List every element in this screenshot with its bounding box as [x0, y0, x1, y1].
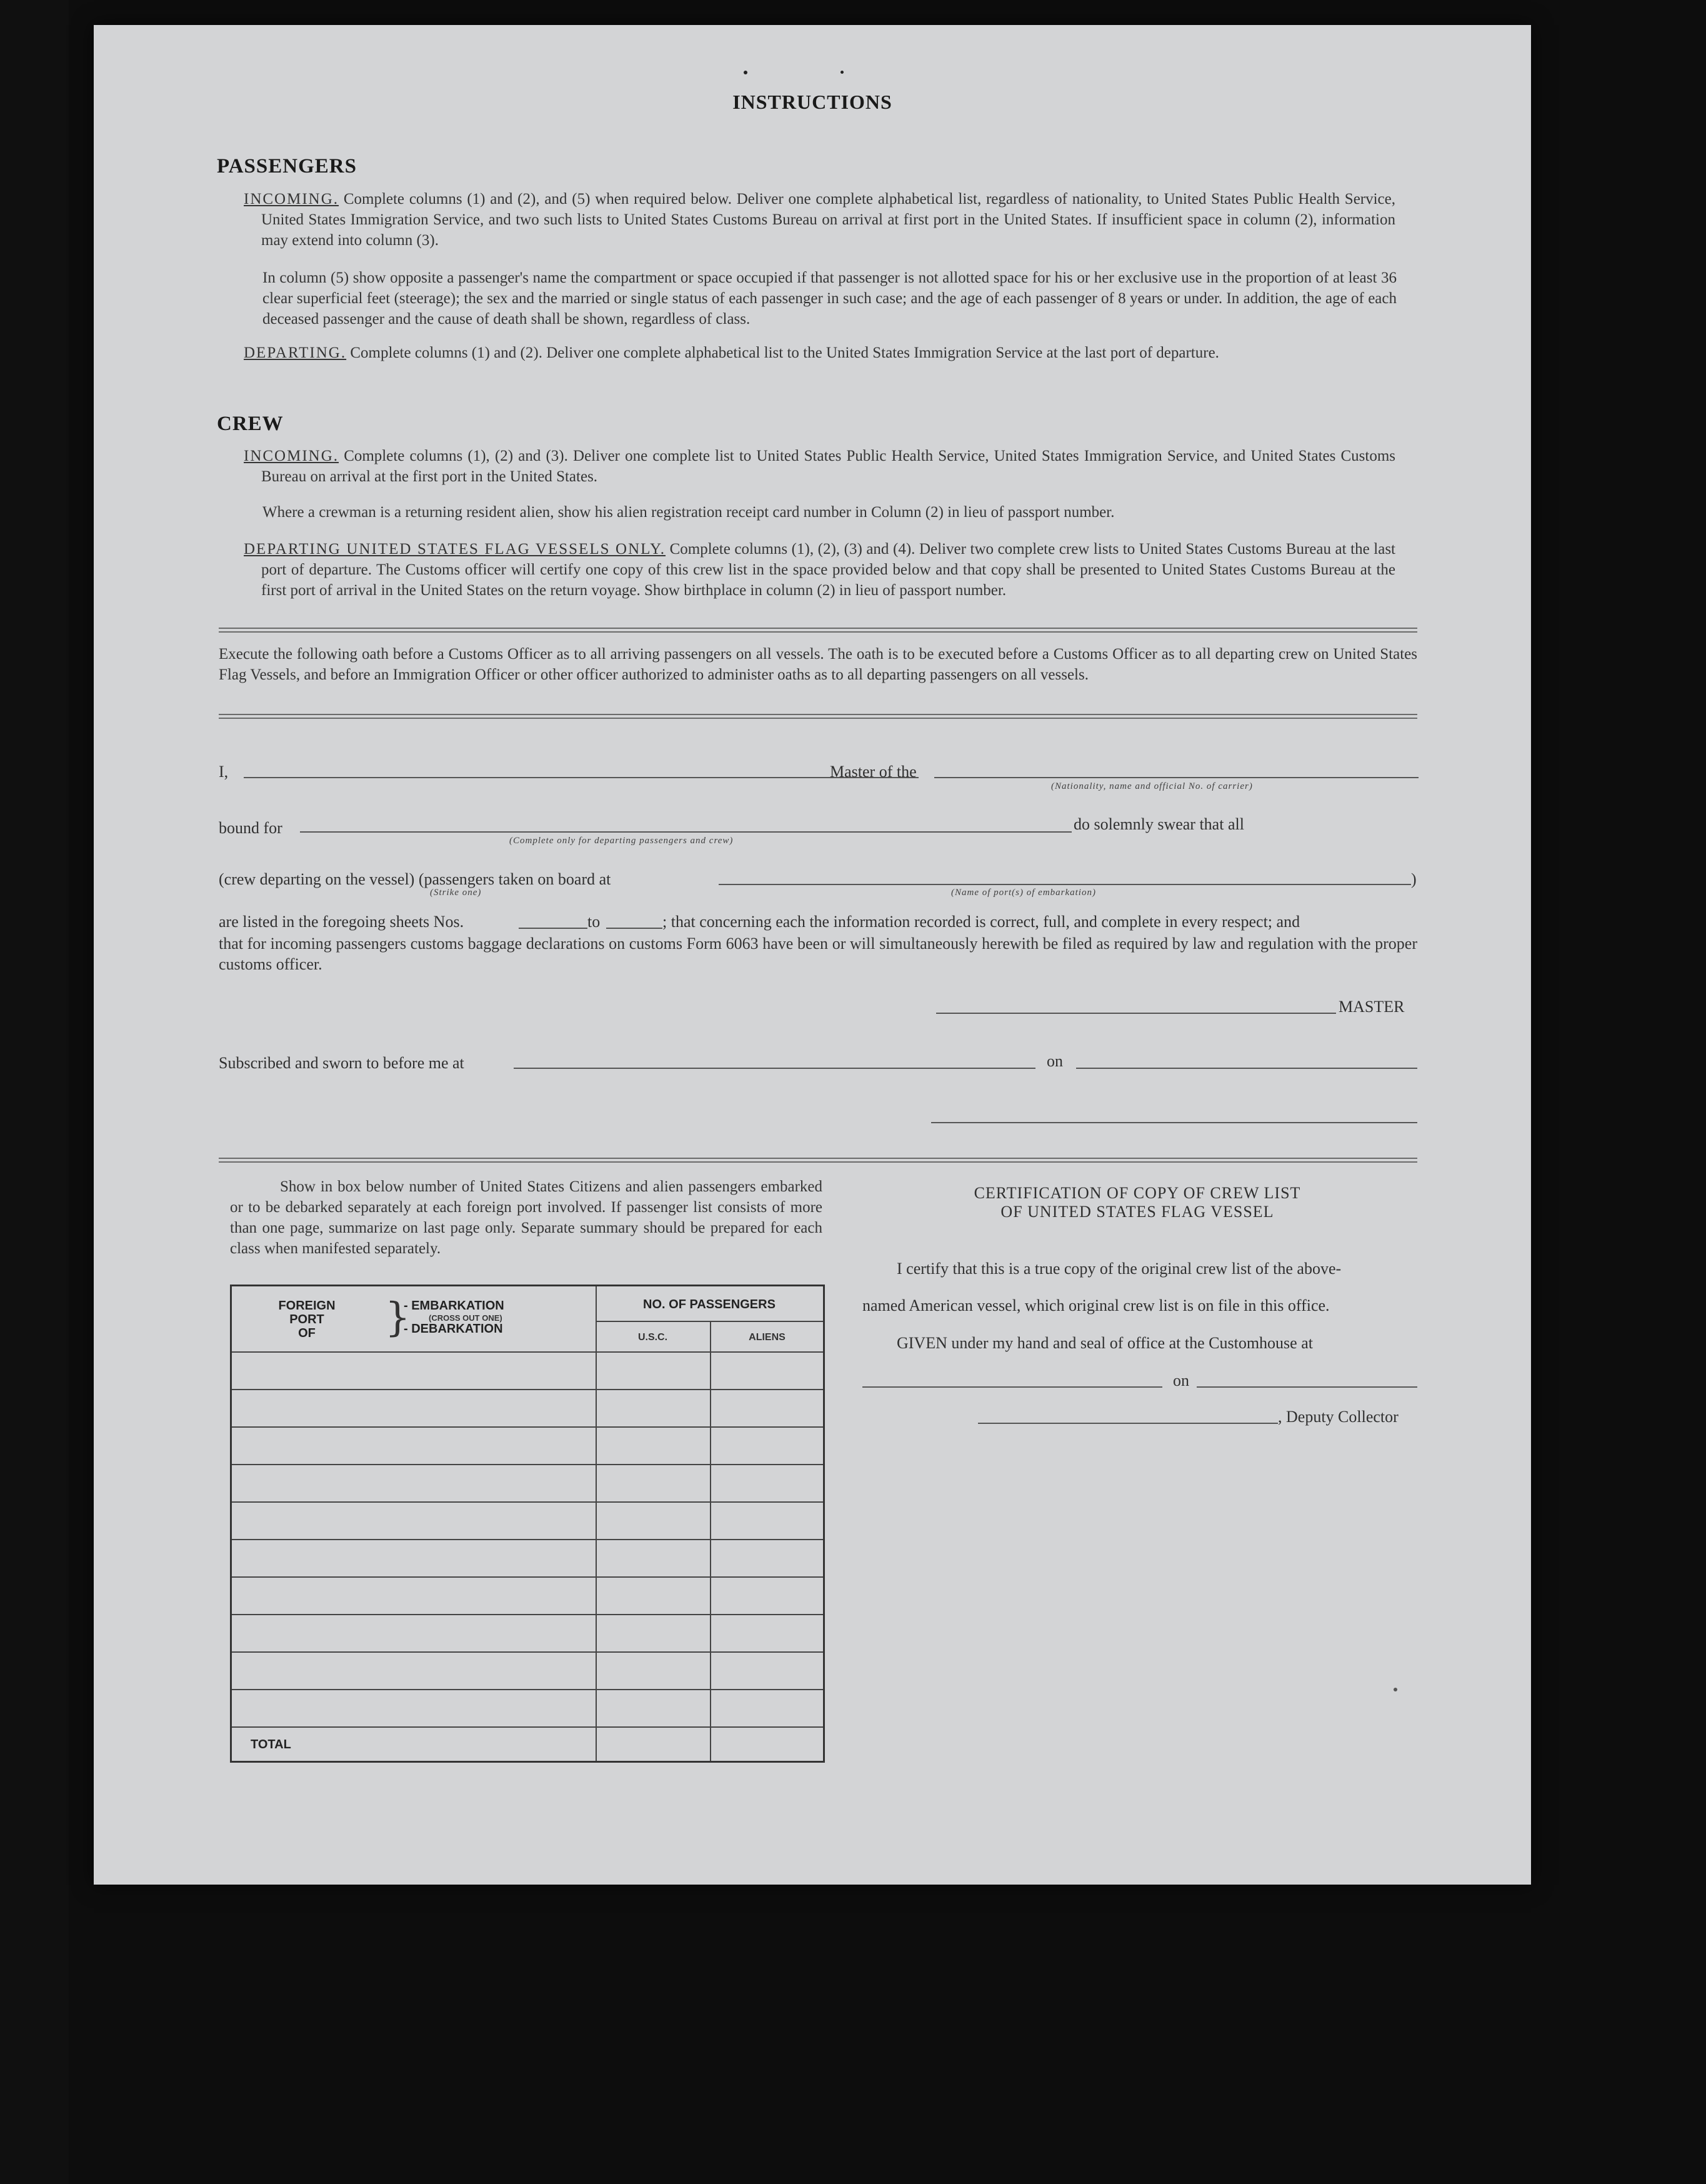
given-text: GIVEN under my hand and seal of office at the Customhouse at	[897, 1334, 1313, 1352]
master-label: MASTER	[1339, 998, 1405, 1016]
passengers-departing-text: Complete columns (1) and (2). Deliver one complete alphabetical list to the United States Immigration Service at the last port of departure.	[350, 344, 1219, 361]
sheet-from-field[interactable]	[519, 928, 587, 929]
master-of-label: Master of the	[830, 763, 917, 781]
certification-title-1: CERTIFICATION OF COPY OF CREW LIST	[974, 1184, 1301, 1202]
cert-date-field[interactable]	[1197, 1386, 1417, 1388]
officer-signature-field[interactable]	[931, 1122, 1417, 1123]
subscribed-place-field[interactable]	[514, 1068, 1035, 1069]
scan-speck	[1394, 1688, 1397, 1691]
swear-text: do solemnly swear that all	[1074, 815, 1244, 833]
usc-header: U.S.C.	[637, 1332, 668, 1343]
cross-out-note: (CROSS OUT ONE)	[429, 1313, 502, 1323]
master-signature-field[interactable]	[936, 1013, 1336, 1014]
embarkation-header: - EMBARKATION	[404, 1299, 504, 1313]
crew-departing-text: Complete columns (1), (2), (3) and (4). Deliver two complete crew lists to United States Customs Bureau at the last port of departure. The Customs officer will certify one copy of this crew list in the space provided below and that copy shall be presented to United States Customs Bureau at the first port of arrival in the United States on the return voyage. Show birthplace in column (2) in lieu of passport number.	[261, 541, 1395, 599]
column-divider	[710, 1321, 711, 1761]
listed-to: to	[587, 913, 601, 931]
row-line	[232, 1614, 823, 1615]
passengers-incoming-text: Complete columns (1) and (2), and (5) when required below. Deliver one complete alphabetical list, regardless of nationality, to United States Public Health Service, United States Immigration Service, and two such lists to United States Customs Bureau on arrival at first port in the United States. If insufficient space in column (2), information may extend into column (3).	[261, 191, 1396, 249]
passengers-heading: PASSENGERS	[217, 155, 357, 178]
scan-border	[0, 0, 69, 2184]
row-line	[232, 1726, 823, 1728]
row-line	[232, 1426, 823, 1428]
row-line	[232, 1539, 823, 1540]
master-name-field[interactable]	[244, 777, 919, 778]
deputy-signature-field[interactable]	[978, 1423, 1278, 1424]
row-line	[232, 1689, 823, 1690]
scan-speck	[841, 71, 844, 74]
crew-departing	[244, 539, 1395, 601]
row-line	[232, 1389, 823, 1390]
ports-note: (Name of port(s) of embarkation)	[951, 888, 1096, 898]
total-label: TOTAL	[251, 1738, 291, 1751]
baggage-text: that for incoming passengers customs baggage declarations on customs Form 6063 have been or will simultaneously herewith be filed as required by law and regulation with the proper customs officer.	[219, 934, 1417, 973]
section-divider	[219, 714, 1417, 719]
brace-icon: }	[385, 1295, 411, 1341]
crew-incoming-lead: INCOMING.	[244, 448, 339, 464]
ports-embarkation-field[interactable]	[719, 884, 1411, 885]
foreign-port-header: FOREIGN PORT OF	[278, 1299, 336, 1340]
certify-text-2: named American vessel, which original crew list is on file in this office.	[862, 1296, 1330, 1315]
bound-for-field[interactable]	[300, 831, 1072, 833]
subscribed-date-field[interactable]	[1076, 1068, 1417, 1069]
passengers-incoming-lead: INCOMING.	[244, 191, 339, 208]
row-line	[232, 1464, 823, 1465]
crew-heading: CREW	[217, 413, 284, 435]
complete-only-note: (Complete only for departing passengers and crew)	[509, 836, 734, 846]
subscribed-label: Subscribed and sworn to before me at	[219, 1054, 464, 1072]
crew-departing-lead: DEPARTING UNITED STATES FLAG VESSELS ONLY.	[244, 541, 666, 558]
cert-on-label: on	[1173, 1371, 1189, 1390]
row-line	[232, 1651, 823, 1653]
section-divider	[219, 1158, 1417, 1163]
bound-for-label: bound for	[219, 819, 282, 837]
no-passengers-header: NO. OF PASSENGERS	[643, 1298, 776, 1311]
customhouse-field[interactable]	[862, 1386, 1162, 1388]
listed-correct-text: ; that concerning each the information recorded is correct, full, and complete in every respect; and	[662, 913, 1300, 931]
sheet-to-field[interactable]	[606, 928, 662, 929]
certify-text-1: I certify that this is a true copy of the original crew list of the above-	[897, 1260, 1342, 1278]
deputy-collector-label: , Deputy Collector	[1278, 1408, 1399, 1426]
listed-text: are listed in the foregoing sheets Nos.	[219, 913, 464, 931]
row-line	[232, 1576, 823, 1578]
aliens-header: ALIENS	[749, 1332, 786, 1343]
carrier-note: (Nationality, name and official No. of carrier)	[1051, 781, 1253, 791]
passengers-column5: In column (5) show opposite a passenger's name the compartment or space occupied if that passenger is not allotted space for his or her exclusive use in the proportion of at least 36 clear superficial feet (steerage); the sex and the married or single status of each passenger in such case; and the age of each passenger of 8 years or under. In addition, the age of each deceased passenger and the cause of death shall be shown, regardless of class.	[262, 269, 1397, 328]
row-line	[232, 1501, 823, 1503]
crew-resident: Where a crewman is a returning resident alien, show his alien registration receipt card number in Column (2) in lieu of passport number.	[262, 504, 1115, 521]
debarkation-header: - DEBARKATION	[404, 1322, 503, 1336]
passengers-departing-lead: DEPARTING.	[244, 344, 347, 361]
form-page	[94, 25, 1531, 1885]
passenger-summary-table	[230, 1285, 825, 1763]
oath-i-label: I,	[219, 763, 229, 781]
certification-title-2: OF UNITED STATES FLAG VESSEL	[1000, 1203, 1274, 1221]
crew-incoming-text: Complete columns (1), (2) and (3). Deliver one complete list to United States Public Health Service, United States Immigration Service, and United States Customs Bureau on arrival at the first port in the United States.	[261, 448, 1396, 485]
section-divider	[219, 628, 1417, 633]
crew-passengers-text: (crew departing on the vessel) (passengers taken on board at	[219, 870, 611, 888]
page-title: INSTRUCTIONS	[732, 91, 892, 113]
box-instructions: Show in box below number of United States Citizens and alien passengers embarked or to be debarked separately at each foreign port involved. If passenger list consists of more than one page, summarize on last page only. Separate summary should be prepared for each class when manifested separately.	[230, 1178, 822, 1257]
header-divider	[596, 1321, 823, 1322]
passengers-departing	[244, 343, 1395, 363]
close-paren: )	[1411, 870, 1417, 888]
passengers-incoming	[244, 189, 1395, 251]
crew-incoming	[244, 446, 1395, 487]
scan-speck	[744, 71, 747, 74]
strike-one-note: (Strike one)	[430, 888, 482, 898]
oath-instructions: Execute the following oath before a Customs Officer as to all arriving passengers on all vessels. The oath is to be executed before a Customs Officer as to all departing crew on United States Flag Vessels, and before an Immigration Officer or other officer authorized to administer oaths as to all departing passengers on all vessels.	[219, 646, 1417, 683]
header-bottom	[232, 1351, 823, 1353]
carrier-field[interactable]	[934, 777, 1419, 778]
subscribed-on-label: on	[1047, 1052, 1063, 1070]
